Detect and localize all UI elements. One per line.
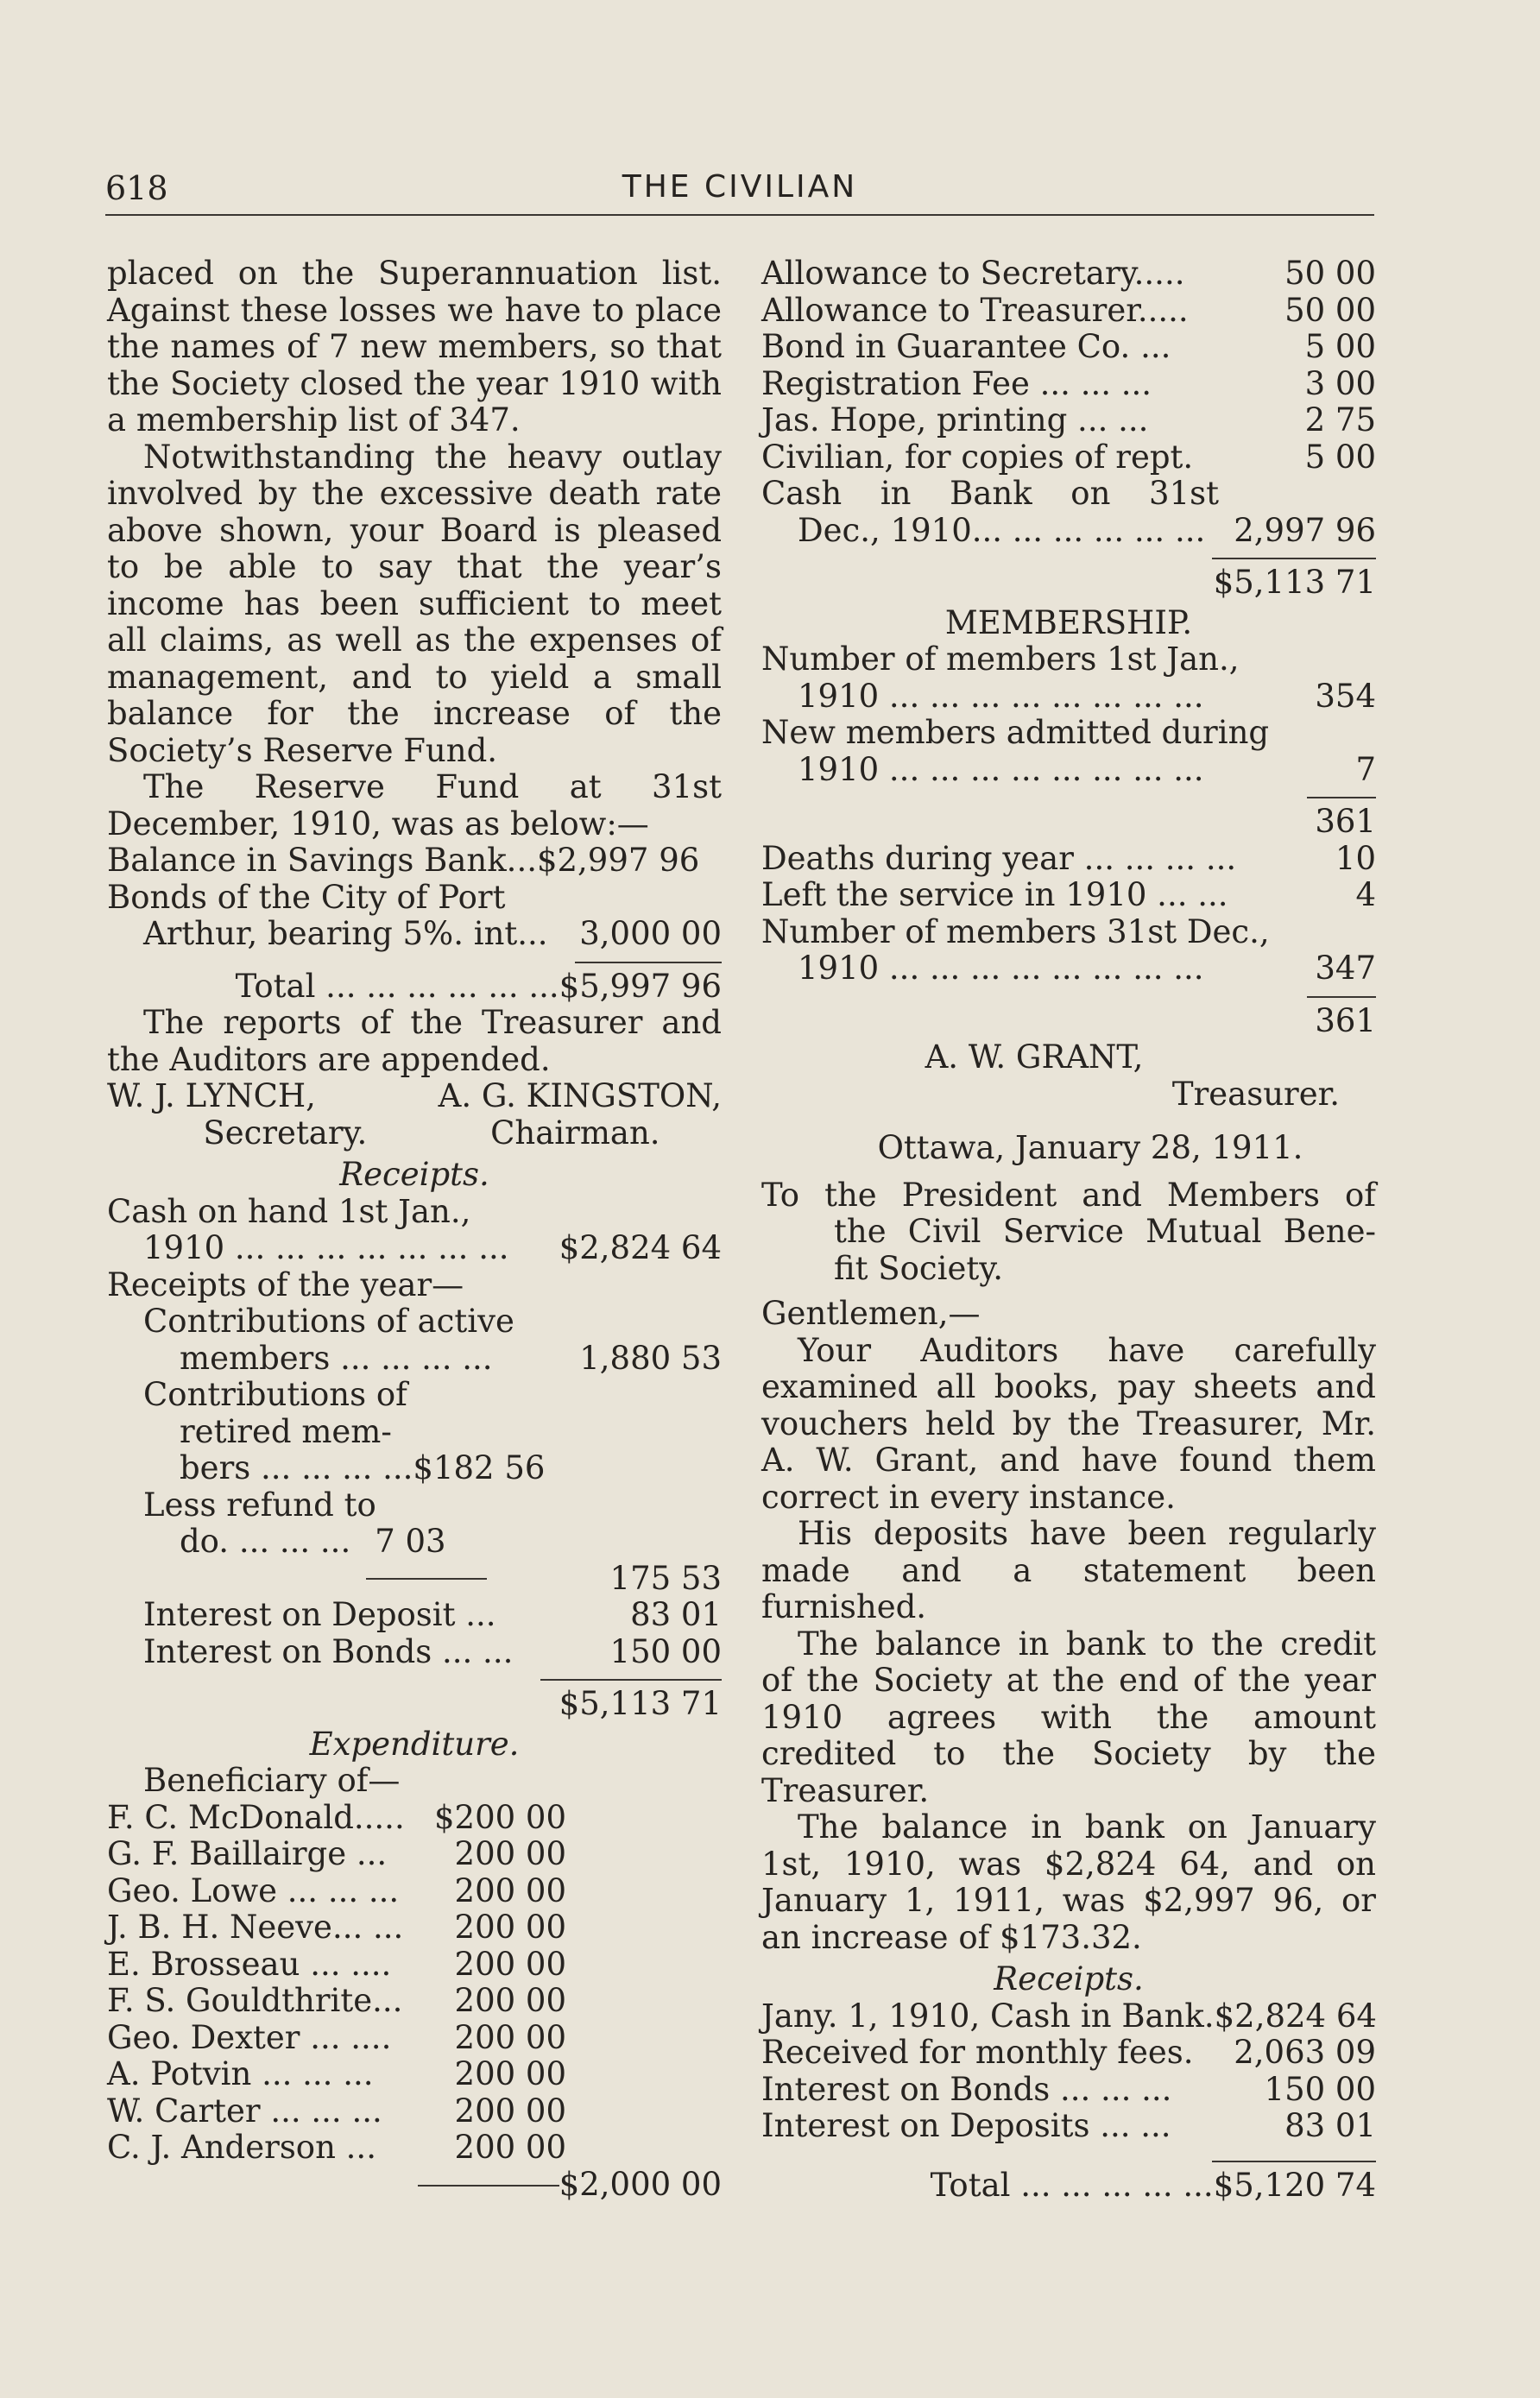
left-service-line: Left the service in 1910 ... ... 4 [761, 876, 1376, 913]
beneficiary-row-amount: 200 00 [454, 1871, 566, 1909]
auditor-receipts-total: Total ... ... ... ... ...$5,120 74 [930, 2166, 1376, 2204]
page-number: 618 [105, 169, 168, 207]
expense-row [761, 402, 1376, 439]
address-3: fit Society. [834, 1249, 1004, 1287]
members-2b: 1910 ... ... ... ... ... ... ... ... 7 [798, 750, 1376, 788]
receipts-heading-right: Receipts. [994, 1960, 1144, 1997]
members-3a: Number of members 31st Dec., [761, 912, 1270, 950]
beneficiary-list [107, 1800, 722, 2167]
expense-row-label: Registration Fee ... ... ... [761, 364, 1152, 402]
reserve-total: Total ... ... ... ... ... ...$5,997 96 [235, 967, 722, 1005]
reserve-bonds-1: Bonds of the City of Port [107, 878, 506, 916]
receipts-of-year: Receipts of the year— [107, 1265, 464, 1303]
beneficiary-row [107, 1873, 566, 1910]
cash-bank-2: Dec., 1910... ... ... ... ... ... 2,997 96 [798, 511, 1376, 549]
auditor-receipt-row-label: Interest on Deposits ... ... [761, 2107, 1171, 2144]
contrib-retired-1: Contributions of [143, 1376, 407, 1413]
expense-row [761, 366, 1376, 403]
beneficiary-row-label: C. J. Anderson ... [107, 2129, 376, 2166]
expense-row-label: Allowance to Secretary..... [761, 255, 1185, 292]
membership-heading: MEMBERSHIP. [944, 603, 1193, 641]
address-2: the Civil Service Mutual Bene- [834, 1213, 1376, 1250]
members-1a: Number of members 1st Jan., [761, 641, 1240, 678]
less-refund-2: do. ... ... ... 7 03 [180, 1523, 446, 1560]
contrib-retired-2: retired mem- [180, 1412, 392, 1450]
expense-row-label: Jas. Hope, printing ... ... [761, 401, 1149, 439]
expense-row-label: Civilian, for copies of rept. [761, 438, 1194, 476]
left-paragraph-2: Notwithstanding the heavy outlay involved by the excessive death rate above shown, your Board is pleased to be able to say that the year’s income has been sufficient to meet all claims, as well as the expenses of management, and to yield a small balance for the increase of the Society’s Reserve Fund. [107, 438, 722, 769]
contrib-active-2: members ... ... ... ... 1,880 53 [180, 1339, 722, 1377]
beneficiary-row-amount: 200 00 [454, 1909, 566, 1946]
beneficiary-row [107, 2093, 566, 2130]
expense-row-label: Bond in Guarantee Co. ... [761, 328, 1171, 365]
subtotal-line: 175 53 [107, 1561, 722, 1598]
expense-row [761, 439, 1376, 476]
beneficiary-row-label: G. F. Baillairge ... [107, 1835, 388, 1872]
divider [1307, 996, 1376, 998]
auditor-receipt-row [761, 2035, 1376, 2072]
contrib-active-1: Contributions of active [143, 1303, 514, 1340]
dateline: Ottawa, January 28, 1911. [877, 1129, 1303, 1166]
auditor-receipt-row [761, 1998, 1376, 2035]
beneficiary-row-amount: 200 00 [454, 1835, 566, 1872]
expense-row-label: Allowance to Treasurer..... [761, 291, 1189, 329]
expense-row-amount: 50 00 [1284, 255, 1376, 292]
auditor-receipt-row [761, 2108, 1376, 2145]
reserve-savings: Balance in Savings Bank...$2,997 96 [107, 842, 700, 879]
beneficiary-row-amount: 200 00 [454, 1982, 566, 2019]
beneficiary-row [107, 2020, 566, 2057]
left-column [107, 256, 722, 2203]
right-column [761, 256, 1376, 2204]
running-title: THE CIVILIAN [622, 169, 858, 205]
right-paragraph-3: The balance in bank to the credit of the Society at the end of the year 1910 agrees with the amount credited to the Society by the Treasurer. [761, 1625, 1376, 1809]
auditor-receipts-list [761, 1998, 1376, 2145]
right-paragraph-2: His deposits have been regularly made and a statement been furnished. [761, 1515, 1376, 1625]
treasurer-title: Treasurer. [1171, 1075, 1340, 1113]
left-paragraph-1: placed on the Superannuation list. Against these losses we have to place the names of 7 new members, so that the Society closed the year 1910 with a membership list of 347. [107, 255, 722, 439]
page-header [105, 169, 1374, 216]
expense-row-amount: 2 75 [1304, 401, 1376, 439]
expense-row [761, 293, 1376, 330]
receipts-heading-left: Receipts. [339, 1156, 489, 1193]
beneficiary-row-amount: 200 00 [454, 1945, 566, 1983]
auditor-receipt-row-label: Received for monthly fees. [761, 2034, 1194, 2071]
beneficiary-row [107, 1983, 566, 2020]
contrib-retired-3: bers ... ... ... ...$182 56 [180, 1449, 546, 1486]
beneficiary-row-label: W. Carter ... ... ... [107, 2092, 382, 2130]
members-3b: 1910 ... ... ... ... ... ... ... ... 347 [798, 950, 1376, 987]
beneficiary-row [107, 1800, 566, 1837]
expense-list [761, 256, 1376, 476]
members-2a: New members admitted during [761, 714, 1270, 751]
salutation: Gentlemen,— [761, 1295, 981, 1332]
beneficiary-row-amount: 200 00 [454, 2055, 566, 2092]
beneficiary-row [107, 1947, 566, 1984]
beneficiary-label: Beneficiary of— [143, 1762, 401, 1799]
beneficiary-row-amount: 200 00 [454, 2018, 566, 2056]
receipt-cash-1: Cash on hand 1st Jan., [107, 1192, 471, 1230]
beneficiary-row-label: J. B. H. Neeve... ... [107, 1909, 404, 1946]
right-paragraph-1: Your Auditors have carefully examined all books, pay sheets and vouchers held by the Treasurer, Mr. A. W. Grant, and have found them correct in every instance. [761, 1331, 1376, 1516]
beneficiary-row-label: Geo. Dexter ... .... [107, 2018, 392, 2056]
less-refund-1: Less refund to [143, 1486, 376, 1524]
signature-line-2: Secretary. Chairman. [203, 1114, 660, 1152]
reserve-bonds-2: Arthur, bearing 5%. int... 3,000 00 [143, 915, 722, 952]
expense-row-amount: 5 00 [1304, 328, 1376, 365]
receipts-total-left: $5,113 71 [559, 1685, 722, 1722]
beneficiary-total: $2,000 00 [107, 2167, 722, 2204]
beneficiary-row-label: E. Brosseau ... .... [107, 1945, 392, 1983]
expenditure-heading: Expenditure. [309, 1725, 520, 1763]
auditor-receipt-row-label: Jany. 1, 1910, Cash in Bank. [761, 1997, 1215, 2035]
beneficiary-row-label: F. C. McDonald..... [107, 1798, 405, 1836]
beneficiary-row-label: A. Potvin ... ... ... [107, 2055, 374, 2092]
interest-bonds: Interest on Bonds ... ... 150 00 [143, 1632, 722, 1670]
auditor-receipt-row-amount: 2,063 09 [1234, 2034, 1376, 2071]
beneficiary-row-label: F. S. Gouldthrite... [107, 1982, 403, 2019]
divider [1307, 797, 1376, 798]
left-paragraph-4: The reports of the Treasurer and the Auditors are appended. [107, 1004, 722, 1078]
divider [1212, 558, 1376, 559]
beneficiary-row [107, 1836, 566, 1873]
beneficiary-row-label: Geo. Lowe ... ... ... [107, 1871, 400, 1909]
members-subtotal: 361 [1315, 803, 1376, 840]
treasurer-name: A. W. GRANT, [925, 1038, 1144, 1076]
auditor-receipt-row-label: Interest on Bonds ... ... ... [761, 2070, 1172, 2108]
right-paragraph-4: The balance in bank on January 1st, 1910, was $2,824 64, and on January 1, 1911, was $2,997 96, or an increase of $173.32. [761, 1808, 1376, 1956]
expense-row [761, 256, 1376, 293]
expense-row-amount: 5 00 [1304, 438, 1376, 476]
members-total: 361 [1315, 1001, 1376, 1039]
divider [1212, 2161, 1376, 2162]
receipt-cash-2: 1910 ... ... ... ... ... ... ... $2,824 64 [143, 1229, 722, 1266]
interest-deposit: Interest on Deposit ... 83 01 [143, 1596, 722, 1633]
beneficiary-row-amount: $200 00 [433, 1798, 566, 1836]
divider [575, 962, 722, 963]
members-1b: 1910 ... ... ... ... ... ... ... ... 354 [798, 677, 1376, 715]
deaths-line: Deaths during year ... ... ... ... 10 [761, 839, 1376, 877]
beneficiary-row [107, 2056, 566, 2093]
auditor-receipt-row-amount: 83 01 [1284, 2107, 1376, 2144]
expense-row-amount: 3 00 [1304, 364, 1376, 402]
beneficiary-row [107, 2130, 566, 2167]
auditor-receipt-row-amount: $2,824 64 [1214, 1997, 1377, 2035]
auditor-receipt-row-amount: 150 00 [1264, 2070, 1376, 2108]
address-1: To the President and Members of [761, 1176, 1376, 1214]
beneficiary-row [107, 1909, 566, 1947]
expense-row-amount: 50 00 [1284, 291, 1376, 329]
left-paragraph-3: The Reserve Fund at 31st December, 1910, was as below:— [107, 768, 722, 842]
signature-line-1: W. J. LYNCH, A. G. KINGSTON, [107, 1077, 722, 1114]
cash-bank-1: Cash in Bank on 31st [761, 475, 1219, 512]
divider [540, 1679, 722, 1681]
expense-row [761, 329, 1376, 366]
beneficiary-row-amount: 200 00 [454, 2129, 566, 2166]
expense-total: $5,113 71 [1213, 564, 1376, 601]
beneficiary-row-amount: 200 00 [454, 2092, 566, 2130]
auditor-receipt-row [761, 2072, 1376, 2109]
